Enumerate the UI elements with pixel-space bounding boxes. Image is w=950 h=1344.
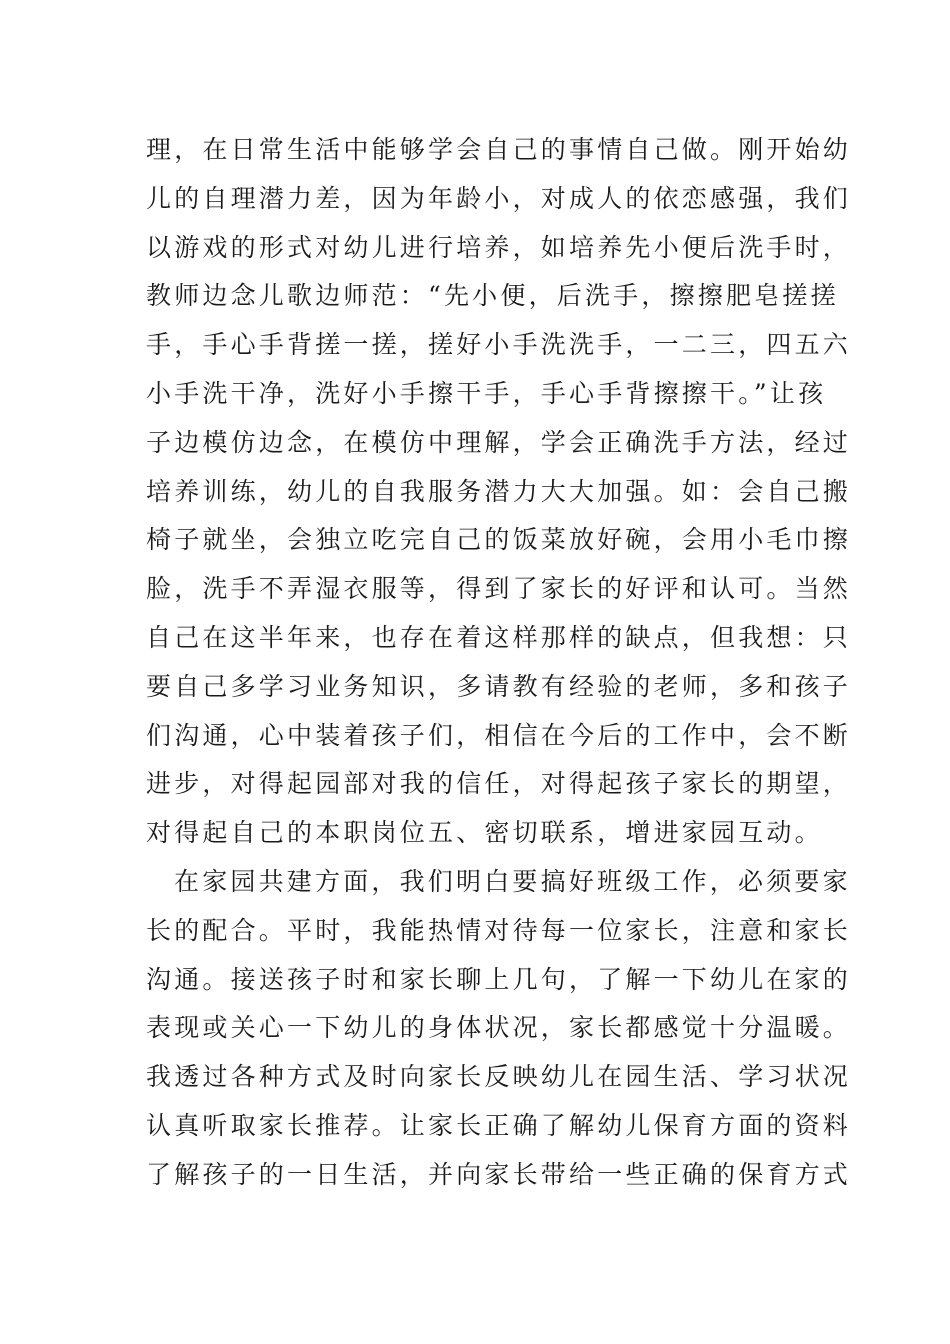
- text-line: 椅子就坐，会独立吃完自己的饭菜放好碗，会用小毛巾擦: [146, 525, 852, 555]
- text-line: 了解孩子的一日生活，并向家长带给一些正确的保育方式: [146, 1159, 852, 1189]
- text-line: 表现或关心一下幼儿的身体状况，家长都感觉十分温暖。: [146, 1013, 852, 1043]
- text-line: 们沟通，心中装着孩子们，相信在今后的工作中，会不断: [146, 720, 852, 750]
- paragraph-first-line: 在家园共建方面，我们明白要搞好班级工作，必须要家: [174, 866, 851, 896]
- text-line: 我透过各种方式及时向家长反映幼儿在园生活、学习状况: [146, 1062, 852, 1092]
- text-line: 沟通。接送孩子时和家长聊上几句，了解一下幼儿在家的: [146, 964, 852, 994]
- text-line: 进步，对得起园部对我的信任，对得起孩子家长的期望，: [146, 769, 852, 799]
- text-line: 要自己多学习业务知识，多请教有经验的老师，多和孩子: [146, 671, 852, 701]
- text-line: 培养训练，幼儿的自我服务潜力大大加强。如：会自己搬: [146, 476, 852, 506]
- text-line: 认真听取家长推荐。让家长正确了解幼儿保育方面的资料: [146, 1110, 852, 1140]
- text-line: 理，在日常生活中能够学会自己的事情自己做。刚开始幼: [146, 135, 852, 164]
- text-line: 自己在这半年来，也存在着这样那样的缺点，但我想：只: [146, 622, 852, 652]
- text-line: 子边模仿边念，在模仿中理解，学会正确洗手方法，经过: [146, 427, 852, 457]
- text-line: 以游戏的形式对幼儿进行培养，如培养先小便后洗手时，: [146, 232, 852, 262]
- text-line: 脸，洗手不弄湿衣服等，得到了家长的好评和认可。当然: [146, 574, 852, 604]
- text-line: 儿的自理潜力差，因为年龄小，对成人的依恋感强，我们: [146, 183, 852, 213]
- text-line: 教师边念儿歌边师范：“先小便，后洗手，擦擦肥皂搓搓: [146, 281, 839, 311]
- body-text: [146, 126, 852, 1200]
- text-line: 小手洗干净，洗好小手擦干手，手心手背擦擦干。”让孩: [146, 378, 827, 408]
- text-line: 手，手心手背搓一搓，搓好小手洗洗手，一二三，四五六: [146, 330, 852, 360]
- text-line: 长的配合。平时，我能热情对待每一位家长，注意和家长: [146, 915, 852, 945]
- text-line: 对得起自己的本职岗位五、密切联系，增进家园互动。: [146, 818, 823, 848]
